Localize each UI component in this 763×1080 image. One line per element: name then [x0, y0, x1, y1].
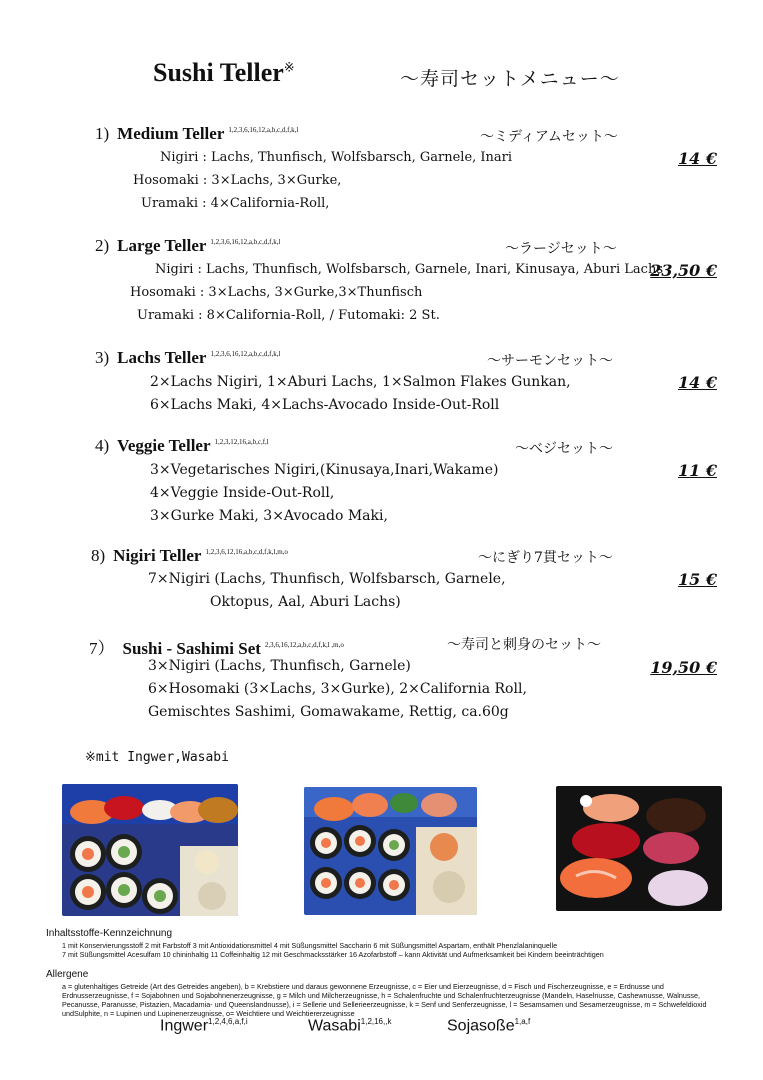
- photo-medium-teller: [62, 784, 238, 916]
- item-3-line-1: 2×Lachs Nigiri, 1×Aburi Lachs, 1×Salmon Flakes Gunkan,: [150, 374, 571, 390]
- ingredients-line-2: 7 mit Süßungsmittel Acesulfam 10 chininhaltig 11 Coffeinhaltig 12 mit Geschmacksstärker 16 Azofarbstoff – kann Aktivität und Aufmerksamkeit bei Kindern beeinträchtigen: [62, 950, 604, 959]
- item-6-price: 19,50 €: [650, 658, 717, 677]
- item-3-line-2: 6×Lachs Maki, 4×Lachs-Avocado Inside-Out-Roll: [150, 397, 500, 413]
- item-6-codes: 2,3,6,16,12,a,b,c,d,f,k,l ,m,o: [264, 641, 344, 650]
- item-3-price: 14 €: [678, 373, 717, 392]
- item-1-title: 1) Medium Teller $^{1,2,3,6,16,12,a,b,c,d,f,k,l}$: [95, 124, 299, 143]
- item-5-codes: 1,2,3,6,12,16,a,b,c,d,f,k,l,m,o: [205, 548, 288, 557]
- item-4-line-1: 3×Vegetarisches Nigiri,(Kinusaya,Inari,Wakame): [150, 462, 499, 478]
- condiment-wasabi: Wasabi$^{1,2,16,,k}$: [308, 1017, 392, 1035]
- item-2-jp: ～ラージセット～: [505, 241, 617, 257]
- item-5-jp: ～にぎり7貫セット～: [478, 550, 613, 566]
- item-2-line-2: Hosomaki : 3×Lachs, 3×Gurke,3×Thunfisch: [130, 285, 423, 300]
- item-2-line-1: Nigiri : Lachs, Thunfisch, Wolfsbarsch, Garnele, Inari, Kinusaya, Aburi Lachs: [155, 262, 663, 277]
- item-6-line-2: 6×Hosomaki (3×Lachs, 3×Gurke), 2×California Roll,: [148, 681, 527, 697]
- photo-large-teller: [304, 787, 477, 915]
- item-6-line-1: 3×Nigiri (Lachs, Thunfisch, Garnele): [148, 658, 411, 674]
- item-5-price: 15 €: [678, 570, 717, 589]
- item-2-title: 2) Large Teller $^{1,2,3,6,16,12,a,b,c,d,f,k,l}$: [95, 236, 281, 255]
- item-3-codes: 1,2,3,6,16,12,a,b,c,d,f,k,l: [210, 350, 281, 359]
- item-1-codes: 1,2,3,6,16,12,a,b,c,d,f,k,l: [228, 126, 299, 135]
- item-4-title: 4) Veggie Teller $^{1,2,3,12,16,a,b,c,f,l}$: [95, 436, 269, 455]
- item-2-line-3: Uramaki : 8×California-Roll, / Futomaki: 2 St.: [137, 308, 440, 323]
- item-1-price: 14 €: [678, 149, 717, 168]
- item-6-title: 7） Sushi - Sashimi Set $^{2,3,6,16,12,a,b,c,d,f,k,l ,m,o}$: [89, 639, 344, 658]
- item-6-line-3: Gemischtes Sashimi, Gomawakame, Rettig, ca.60g: [148, 704, 509, 720]
- allergens-title: Allergene: [46, 969, 89, 980]
- item-5-line-2: Oktopus, Aal, Aburi Lachs): [210, 594, 401, 610]
- item-1-line-1: Nigiri : Lachs, Thunfisch, Wolfsbarsch, Garnele, Inari: [160, 150, 513, 165]
- item-5-title: 8) Nigiri Teller $^{1,2,3,6,12,16,a,b,c,d,f,k,l,m,o}$: [91, 546, 288, 565]
- condiment-sojasosse: Sojasoße$^{1,a,f}$: [447, 1017, 531, 1035]
- item-4-jp: ～ベジセット～: [515, 441, 613, 457]
- item-2-price: 23,50 €: [650, 261, 717, 280]
- title-mark: ※: [283, 59, 295, 75]
- item-4-price: 11 €: [678, 461, 717, 480]
- item-3-title: 3) Lachs Teller $^{1,2,3,6,16,12,a,b,c,d,f,k,l}$: [95, 348, 281, 367]
- allergens-text: a = glutenhaltiges Getreide (Art des Getreides angeben), b = Krebstiere und daraus gewonnene Erzeugnisse, c = Eier und Eierzeugnisse, d = Fisch und Fischerzeugnisse, e = Erdnusse und Erdnusserzeugnisse, f = Sojabohnen und Sojabohnenerzeugnisse, g = Milch und Milcherzeugnisse, h = Schalenfruchte und Schalenfruchterzeugnisse (Mandeln, Haselnusse, Cashewnusse, Walnusse, Pecanusse, Paranusse, Pistazien, Macadamia- und Queenslandnusse), i = Sellerie und Sellerieerzeugnisse, k = Senf und Senferzeugnisse, l = Sesamsamen und Sesamerzeugnisse, m = Schwefeldioxid undSulphite, n = Lupinen und Lupinenerzeugnisse, o= Weichtiere und Weichtiererzeugnisse: [62, 982, 707, 1018]
- item-1-jp: ～ミディアムセット～: [480, 129, 618, 145]
- ingredients-line-1: 1 mit Konservierungsstoff 2 mit Farbstoff 3 mit Antioxidationsmittel 4 mit Süßungsmittel Saccharin 6 mit Süßungsmittel Aspartam, enthält Phenzlalaninquelle: [62, 941, 558, 950]
- item-2-codes: 1,2,3,6,16,12,a,b,c,d,f,k,l: [210, 238, 281, 247]
- ingredients-title: Inhaltsstoffe-Kennzeichnung: [46, 928, 173, 939]
- item-4-line-2: 4×Veggie Inside-Out-Roll,: [150, 485, 335, 501]
- item-4-line-3: 3×Gurke Maki, 3×Avocado Maki,: [150, 508, 388, 524]
- page-title: Sushi Teller※: [153, 58, 295, 87]
- condiment-note: ※mit Ingwer,Wasabi: [85, 750, 229, 765]
- item-1-line-2: Hosomaki : 3×Lachs, 3×Gurke,: [133, 173, 342, 188]
- photo-sashimi-set: [556, 786, 722, 911]
- item-5-line-1: 7×Nigiri (Lachs, Thunfisch, Wolfsbarsch, Garnele,: [148, 571, 506, 587]
- item-6-jp: ～寿司と刺身のセット～: [447, 637, 601, 653]
- item-1-line-3: Uramaki : 4×California-Roll,: [141, 196, 330, 211]
- condiment-ingwer: Ingwer$^{1,2,4,6,a,f,i}$: [160, 1017, 248, 1035]
- jp-title: ～寿司セットメニュー～: [400, 68, 620, 90]
- item-4-codes: 1,2,3,12,16,a,b,c,f,l: [214, 438, 269, 447]
- item-3-jp: ～サーモンセット～: [487, 353, 613, 369]
